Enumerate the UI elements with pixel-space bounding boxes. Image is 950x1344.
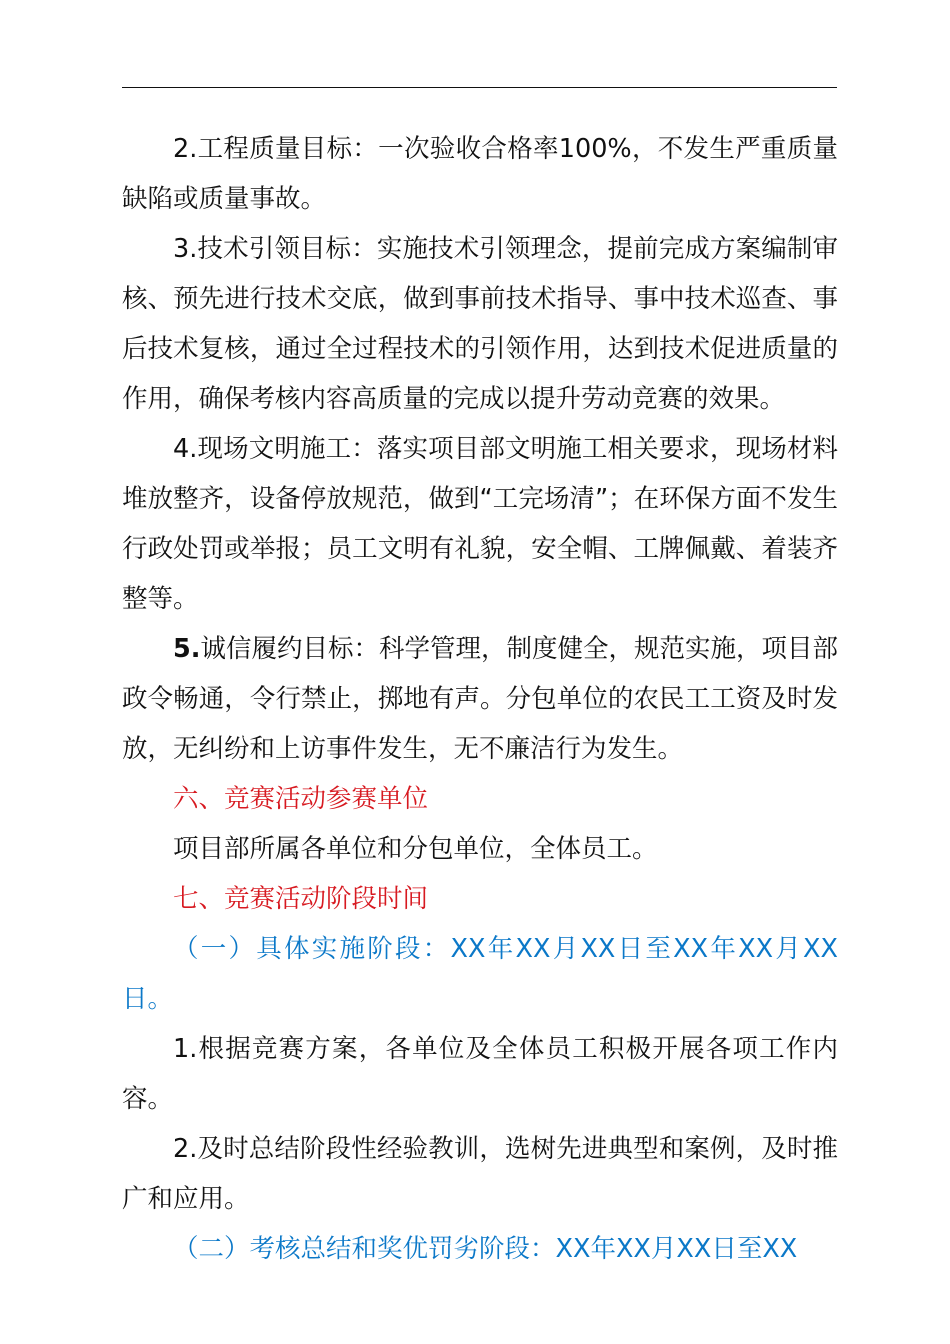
paragraph-participants: 项目部所属各单位和分包单位，全体员工。: [173, 834, 658, 864]
document-body: [122, 124, 838, 1274]
paragraph-implementation-item-2: 2.及时总结阶段性经验教训，选树先进典型和案例，及时推广和应用。: [122, 1134, 838, 1214]
integrity-text: 诚信履约目标：科学管理，制度健全，规范实施，项目部政令畅通，令行禁止，掷地有声。分包单位的农民工工资及时发放，无纠纷和上访事件发生，无不廉洁行为发生。: [122, 634, 838, 764]
header-rule: [122, 87, 837, 88]
paragraph-implementation-item-1: 1.根据竞赛方案，各单位及全体员工积极开展各项工作内容。: [122, 1034, 838, 1114]
integrity-number: 5.: [173, 634, 201, 664]
paragraph-site-civilization: 4.现场文明施工：落实项目部文明施工相关要求，现场材料堆放整齐，设备停放规范，做到“工完场清”；在环保方面不发生行政处罚或举报；员工文明有礼貌，安全帽、工牌佩戴、着装齐整等。: [122, 434, 838, 614]
paragraph-integrity-target: [122, 624, 838, 774]
subheading-implementation-stage: （一）具体实施阶段：XX年XX月XX日至XX年XX月XX日。: [122, 934, 838, 1014]
section-heading-stage-time: 七、竞赛活动阶段时间: [173, 884, 429, 914]
section-heading-participants: 六、竞赛活动参赛单位: [173, 784, 429, 814]
paragraph-technical-leadership: 3.技术引领目标：实施技术引领理念，提前完成方案编制审核、预先进行技术交底，做到事前技术指导、事中技术巡查、事后技术复核，通过全过程技术的引领作用，达到技术促进质量的作用，确保考核内容高质量的完成以提升劳动竞赛的效果。: [122, 234, 838, 414]
paragraph-quality-target: 2.工程质量目标：一次验收合格率100%，不发生严重质量缺陷或质量事故。: [122, 134, 838, 214]
subheading-evaluation-stage: （二）考核总结和奖优罚劣阶段：XX年XX月XX日至XX: [173, 1234, 798, 1264]
